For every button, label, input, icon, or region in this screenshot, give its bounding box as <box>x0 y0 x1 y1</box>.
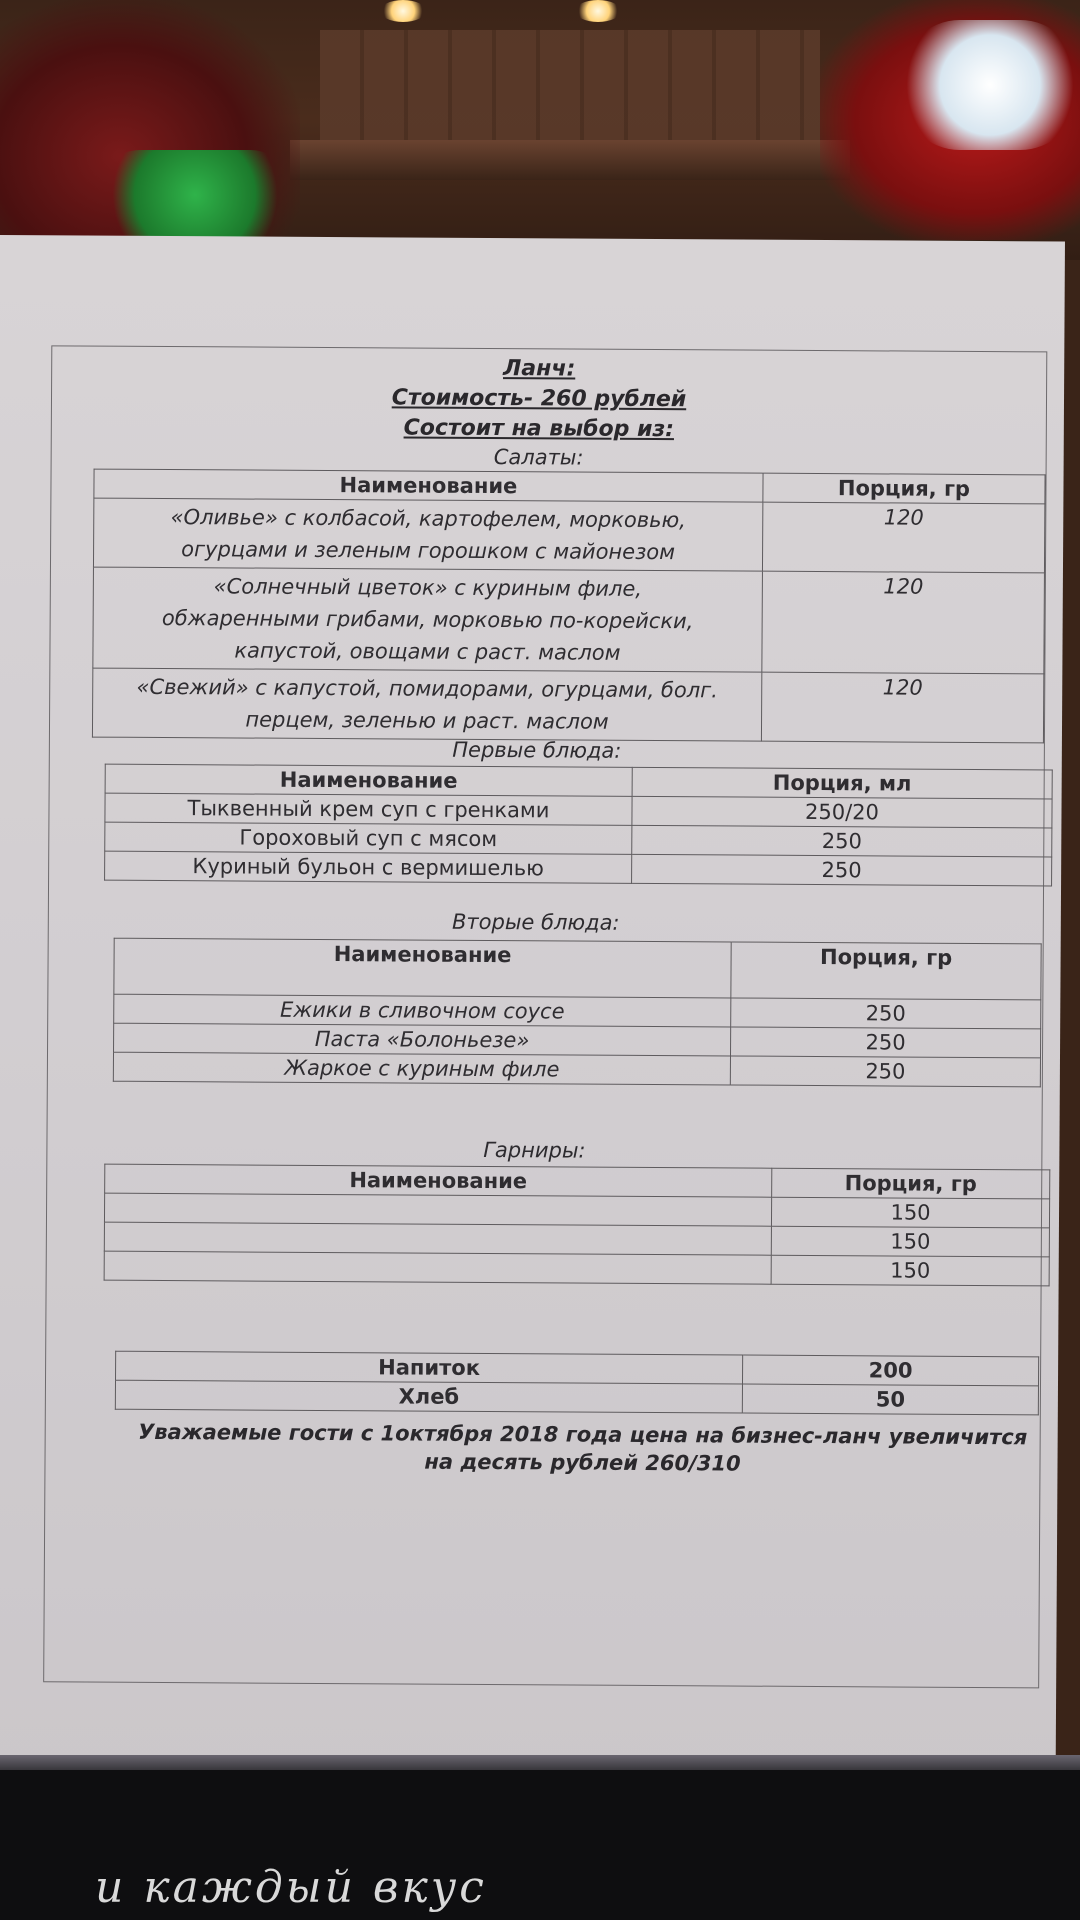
column-header-portion: Порция, гр <box>763 473 1045 504</box>
dish-name: Куриный бульон с вермишелью <box>105 851 632 883</box>
column-header-name: Наименование <box>94 469 763 502</box>
table-row <box>92 668 1043 743</box>
table-header-row <box>114 938 1041 1000</box>
dish-portion: 250/20 <box>632 796 1052 828</box>
dish-portion: 150 <box>771 1255 1049 1286</box>
menu-title: Ланч: <box>502 356 576 382</box>
dish-name-line: «Оливье» с колбасой, картофелем, морковью, <box>170 505 686 533</box>
column-header-name: Наименование <box>105 764 632 796</box>
wood-wall-panel <box>320 30 820 145</box>
dish-name <box>93 498 762 571</box>
extra-name: Напиток <box>116 1351 743 1384</box>
dish-portion: 120 <box>762 571 1045 674</box>
dish-name-line: капустой, овощами с раст. маслом <box>234 638 621 665</box>
table-row <box>113 1052 1040 1087</box>
salads-heading: Салаты: <box>493 445 584 470</box>
ceiling-light <box>380 0 426 22</box>
dish-portion: 250 <box>632 854 1052 886</box>
dish-name-line: перцем, зеленью и раст. маслом <box>245 707 609 734</box>
notice-line: на десять рублей 260/310 <box>424 1449 741 1476</box>
wood-shelf <box>290 140 850 180</box>
dish-name <box>93 567 763 672</box>
dish-portion: 250 <box>731 998 1041 1029</box>
dish-name: Паста «Болоньезе» <box>114 1023 731 1056</box>
extra-portion: 200 <box>742 1355 1038 1386</box>
dish-name-line: «Солнечный цветок» с куриным филе, <box>213 574 643 601</box>
notice-line: Уважаемые гости с 1октября 2018 года цена на бизнес-ланч увеличится <box>138 1419 1028 1450</box>
dish-portion: 150 <box>771 1197 1049 1228</box>
mains-heading: Вторые блюда: <box>451 909 620 935</box>
salads-table <box>92 469 1046 744</box>
dish-name <box>104 1222 771 1255</box>
dish-name <box>104 1251 771 1284</box>
ceiling-light <box>575 0 621 22</box>
dish-portion: 150 <box>771 1226 1049 1257</box>
column-header-name: Наименование <box>105 1164 772 1197</box>
mains-table <box>113 938 1042 1088</box>
dish-name: Ежики в сливочном соусе <box>114 994 731 1027</box>
dish-portion: 250 <box>632 825 1052 857</box>
price-change-notice <box>112 1418 1052 1480</box>
dish-name <box>92 668 761 741</box>
extra-portion: 50 <box>742 1384 1038 1415</box>
dish-name: Гороховый суп с мясом <box>105 822 632 854</box>
dish-portion: 120 <box>762 502 1044 573</box>
choice-line: Состоит на выбор из: <box>403 415 675 443</box>
table-row <box>93 567 1045 674</box>
dish-name: Жаркое с куриным филе <box>113 1052 730 1085</box>
dish-portion: 250 <box>730 1056 1040 1087</box>
table-row <box>93 498 1044 573</box>
dish-portion: 250 <box>730 1027 1040 1058</box>
dish-name <box>104 1193 771 1226</box>
price-line: Стоимость- 260 рублей <box>391 385 687 413</box>
dish-name-line: «Свежий» с капустой, помидорами, огурцами, болг. <box>136 674 718 703</box>
soups-table <box>104 764 1053 887</box>
table-row <box>104 1251 1049 1286</box>
column-header-portion: Порция, мл <box>632 767 1052 799</box>
dish-name-line: огурцами и зеленым горошком с майонезом <box>181 537 676 565</box>
extras-table <box>115 1351 1039 1416</box>
stand-slogan: и каждый вкус <box>95 1862 487 1913</box>
sides-heading: Гарниры: <box>483 1137 586 1163</box>
green-tinsel <box>95 150 295 240</box>
column-header-portion: Порция, гр <box>772 1168 1050 1199</box>
column-header-name: Наименование <box>114 938 731 998</box>
menu-sheet <box>0 235 1065 1786</box>
table-row <box>115 1380 1038 1415</box>
extra-name: Хлеб <box>115 1380 742 1413</box>
dish-name-line: обжаренными грибами, морковью по-корейски, <box>161 605 694 634</box>
sides-table <box>104 1164 1051 1287</box>
white-tinsel <box>900 20 1080 150</box>
column-header-portion: Порция, гр <box>731 942 1041 1000</box>
dish-portion: 120 <box>761 672 1043 743</box>
soups-heading: Первые блюда: <box>452 737 622 763</box>
dish-name: Тыквенный крем суп с гренками <box>105 793 632 825</box>
table-row <box>105 851 1052 886</box>
